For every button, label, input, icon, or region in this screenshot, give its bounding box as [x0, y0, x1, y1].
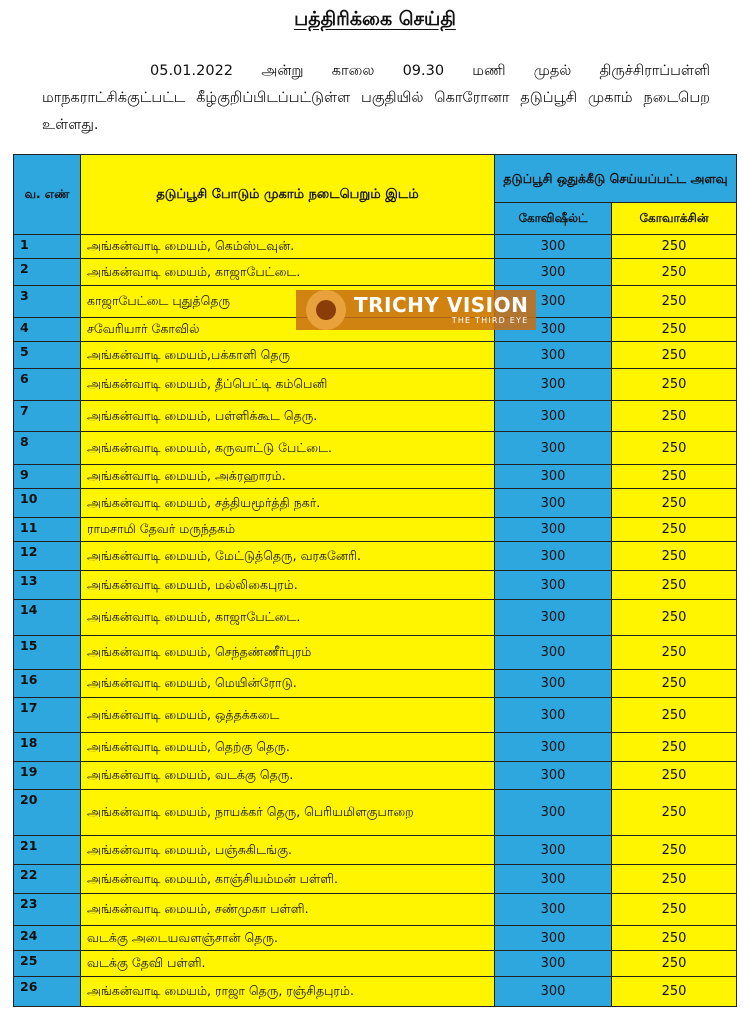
row-serial: 6 — [14, 369, 81, 401]
row-covaxin: 250 — [612, 836, 737, 865]
row-place: அங்கன்வாடி மையம், செந்தண்ணீர்புரம் — [81, 636, 495, 670]
row-covishield: 300 — [495, 600, 612, 636]
row-covishield: 300 — [495, 286, 612, 318]
row-covaxin: 250 — [612, 926, 737, 951]
row-serial: 2 — [14, 259, 81, 286]
row-place: அங்கன்வாடி மையம், காஜாபேட்டை. — [81, 259, 495, 286]
row-covishield: 300 — [495, 489, 612, 518]
row-covishield: 300 — [495, 894, 612, 926]
row-place: அங்கன்வாடி மையம், வடக்கு தெரு. — [81, 762, 495, 790]
row-covaxin: 250 — [612, 951, 737, 977]
row-covaxin: 250 — [612, 571, 737, 600]
table-body — [14, 235, 737, 1007]
table-row — [14, 542, 737, 571]
row-covishield: 300 — [495, 432, 612, 465]
row-covishield: 300 — [495, 518, 612, 542]
vaccination-camp-table — [13, 154, 737, 1007]
table-row — [14, 342, 737, 369]
row-covaxin: 250 — [612, 465, 737, 489]
row-covaxin: 250 — [612, 432, 737, 465]
row-place: வடக்கு அடையவளஞ்சான் தெரு. — [81, 926, 495, 951]
row-serial: 7 — [14, 401, 81, 432]
table-row — [14, 465, 737, 489]
table-row — [14, 401, 737, 432]
row-serial: 24 — [14, 926, 81, 951]
row-covaxin: 250 — [612, 636, 737, 670]
place-header: தடுப்பூசி போடும் முகாம் நடைபெறும் இடம் — [81, 155, 495, 235]
row-serial: 21 — [14, 836, 81, 865]
row-covishield: 300 — [495, 318, 612, 342]
eye-logo-icon — [306, 290, 346, 330]
row-place: அங்கன்வாடி மையம், தீப்பெட்டி கம்பெனி — [81, 369, 495, 401]
row-covishield: 300 — [495, 401, 612, 432]
row-covishield: 300 — [495, 670, 612, 698]
row-covishield: 300 — [495, 698, 612, 733]
row-place: காஜாபேட்டை புதுத்தெரு — [81, 286, 495, 318]
row-covaxin: 250 — [612, 790, 737, 836]
table-row — [14, 926, 737, 951]
row-covishield: 300 — [495, 836, 612, 865]
row-serial: 9 — [14, 465, 81, 489]
row-serial: 19 — [14, 762, 81, 790]
table-row — [14, 790, 737, 836]
row-place: அங்கன்வாடி மையம், மெயின்ரோடு. — [81, 670, 495, 698]
watermark-title: TRICHY VISION — [354, 293, 529, 317]
row-covaxin: 250 — [612, 518, 737, 542]
row-place: அங்கன்வாடி மையம், காஞ்சியம்மன் பள்ளி. — [81, 865, 495, 894]
table-row — [14, 636, 737, 670]
row-serial: 8 — [14, 432, 81, 465]
table-row — [14, 733, 737, 762]
row-covishield: 300 — [495, 369, 612, 401]
row-covishield: 300 — [495, 235, 612, 259]
row-place: அங்கன்வாடி மையம், சத்தியமூர்த்தி நகர். — [81, 489, 495, 518]
row-serial: 16 — [14, 670, 81, 698]
row-covishield: 300 — [495, 465, 612, 489]
table-row — [14, 571, 737, 600]
row-serial: 10 — [14, 489, 81, 518]
row-place: அங்கன்வாடி மையம், நாயக்கர் தெரு, பெரியமிளகுபாறை — [81, 790, 495, 836]
row-place: ராமசாமி தேவர் மருந்தகம் — [81, 518, 495, 542]
row-serial: 22 — [14, 865, 81, 894]
table-row — [14, 235, 737, 259]
table-row — [14, 259, 737, 286]
row-covaxin: 250 — [612, 600, 737, 636]
row-covishield: 300 — [495, 762, 612, 790]
page-title: பத்திரிக்கை செய்தி — [294, 8, 456, 30]
row-place: அங்கன்வாடி மையம், கெம்ஸ்டவுன். — [81, 235, 495, 259]
watermark — [296, 290, 536, 330]
row-place: சவேரியார் கோவில் — [81, 318, 495, 342]
row-place: அங்கன்வாடி மையம், சண்முகா பள்ளி. — [81, 894, 495, 926]
covaxin-header: கோவாக்சின் — [612, 203, 737, 235]
row-place: அங்கன்வாடி மையம், அக்ரஹாரம். — [81, 465, 495, 489]
row-covaxin: 250 — [612, 259, 737, 286]
table-row — [14, 951, 737, 977]
row-place: அங்கன்வாடி மையம், மல்லிகைபுரம். — [81, 571, 495, 600]
row-covaxin: 250 — [612, 762, 737, 790]
row-serial: 25 — [14, 951, 81, 977]
table-row — [14, 518, 737, 542]
row-serial: 12 — [14, 542, 81, 571]
row-covishield: 300 — [495, 542, 612, 571]
row-covaxin: 250 — [612, 865, 737, 894]
row-covaxin: 250 — [612, 542, 737, 571]
row-place: அங்கன்வாடி மையம், பஞ்சுகிடங்கு. — [81, 836, 495, 865]
table-row — [14, 865, 737, 894]
row-serial: 13 — [14, 571, 81, 600]
row-covishield: 300 — [495, 926, 612, 951]
row-covishield: 300 — [495, 342, 612, 369]
row-covaxin: 250 — [612, 342, 737, 369]
row-serial: 15 — [14, 636, 81, 670]
row-serial: 5 — [14, 342, 81, 369]
table-row — [14, 762, 737, 790]
covishield-header: கோவிஷீல்ட் — [495, 203, 612, 235]
row-serial: 20 — [14, 790, 81, 836]
table-row — [14, 432, 737, 465]
row-covaxin: 250 — [612, 977, 737, 1007]
allocation-header: தடுப்பூசி ஒதுக்கீடு செய்யப்பட்ட அளவு — [495, 155, 737, 203]
row-covaxin: 250 — [612, 235, 737, 259]
watermark-tagline: THE THIRD EYE — [451, 316, 529, 325]
row-covaxin: 250 — [612, 369, 737, 401]
row-covishield: 300 — [495, 636, 612, 670]
row-serial: 1 — [14, 235, 81, 259]
row-serial: 17 — [14, 698, 81, 733]
row-covishield: 300 — [495, 259, 612, 286]
row-covishield: 300 — [495, 733, 612, 762]
row-place: வடக்கு தேவி பள்ளி. — [81, 951, 495, 977]
row-covaxin: 250 — [612, 318, 737, 342]
table-row — [14, 698, 737, 733]
row-place: அங்கன்வாடி மையம், கருவாட்டு பேட்டை. — [81, 432, 495, 465]
row-covishield: 300 — [495, 951, 612, 977]
row-covaxin: 250 — [612, 489, 737, 518]
row-serial: 11 — [14, 518, 81, 542]
table-row — [14, 600, 737, 636]
row-covishield: 300 — [495, 865, 612, 894]
table-row — [14, 894, 737, 926]
row-place: அங்கன்வாடி மையம், ராஜா தெரு, ரஞ்சிதபுரம். — [81, 977, 495, 1007]
row-covaxin: 250 — [612, 286, 737, 318]
row-covaxin: 250 — [612, 401, 737, 432]
table-row — [14, 836, 737, 865]
row-place: அங்கன்வாடி மையம், பள்ளிக்கூட தெரு. — [81, 401, 495, 432]
table-row — [14, 977, 737, 1007]
row-serial: 14 — [14, 600, 81, 636]
row-covaxin: 250 — [612, 733, 737, 762]
row-covishield: 300 — [495, 571, 612, 600]
row-serial: 3 — [14, 286, 81, 318]
row-serial: 23 — [14, 894, 81, 926]
row-covaxin: 250 — [612, 698, 737, 733]
table-row — [14, 670, 737, 698]
row-serial: 18 — [14, 733, 81, 762]
row-serial: 4 — [14, 318, 81, 342]
row-covishield: 300 — [495, 977, 612, 1007]
row-place: அங்கன்வாடி மையம், தெற்கு தெரு. — [81, 733, 495, 762]
row-place: அங்கன்வாடி மையம், மேட்டுத்தெரு, வரகனேரி. — [81, 542, 495, 571]
serial-header: வ. எண் — [14, 155, 81, 235]
row-serial: 26 — [14, 977, 81, 1007]
row-covishield: 300 — [495, 790, 612, 836]
row-place: அங்கன்வாடி மையம், ஒத்தக்கடை — [81, 698, 495, 733]
table-row — [14, 369, 737, 401]
row-place: அங்கன்வாடி மையம், காஜாபேட்டை. — [81, 600, 495, 636]
row-covaxin: 250 — [612, 894, 737, 926]
row-place: அங்கன்வாடி மையம்,பக்காளி தெரு — [81, 342, 495, 369]
intro-paragraph: 05.01.2022 அன்று காலை 09.30 மணி முதல் திருச்சிராப்பள்ளி மாநகராட்சிக்குட்பட்ட கீழ்குறிப்பிடப்பட்டுள்ள பகுதியில் கொரோனா தடுப்பூசி முகாம் நடைபெற உள்ளது. — [42, 63, 710, 133]
table-row — [14, 489, 737, 518]
row-covaxin: 250 — [612, 670, 737, 698]
